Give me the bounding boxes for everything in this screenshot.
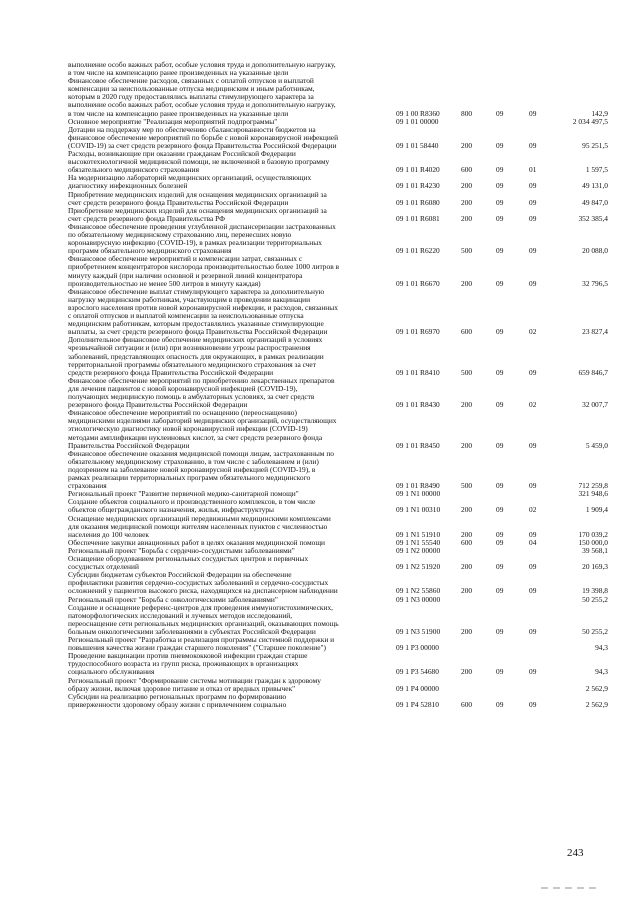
amount-cell: 49 131,0 bbox=[582, 181, 608, 191]
description-line: Региональный проект "Борьба с онкологическими заболеваниями" bbox=[68, 594, 278, 604]
row-description bbox=[68, 555, 390, 571]
description-line: Региональный проект "Развитие первичной медико-санитарной помощи" bbox=[68, 489, 299, 499]
table-row bbox=[0, 207, 639, 223]
row-description bbox=[68, 191, 390, 207]
description-line: повышения качества жизни граждан старшего поколения" ("Старшее поколение") bbox=[68, 643, 326, 653]
row-description bbox=[68, 61, 390, 77]
description-line: по обязательному медицинскому страхованию лиц, перенесших новую bbox=[68, 230, 292, 240]
section-cell: 09 bbox=[496, 327, 504, 337]
expense-type-cell: 200 bbox=[461, 440, 473, 450]
code-cell: 09 1 N1 00000 bbox=[396, 489, 441, 499]
description-line: методами амплификации нуклеиновых кислот, за счет средств резервного фонда bbox=[68, 432, 323, 442]
table-row bbox=[0, 515, 639, 539]
code-cell: 09 1 N1 51910 bbox=[396, 529, 441, 539]
code-cell: 09 1 01 R8430 bbox=[396, 400, 440, 410]
amount-cell: 94,3 bbox=[595, 667, 608, 677]
expense-type-cell: 500 bbox=[461, 367, 473, 377]
row-description bbox=[68, 571, 390, 595]
code-cell: 09 1 P4 00000 bbox=[396, 683, 439, 693]
table-row bbox=[0, 571, 639, 595]
table-row bbox=[0, 450, 639, 491]
subsection-cell: 09 bbox=[529, 667, 537, 677]
description-line: Финансовое обеспечение мероприятий и компенсации затрат, связанных с bbox=[68, 254, 303, 264]
description-line: медицинскими изделиями лабораторий медицинских организаций, осуществляющих bbox=[68, 416, 337, 426]
section-cell: 09 bbox=[496, 529, 504, 539]
code-cell: 09 1 N2 00000 bbox=[396, 546, 441, 555]
description-line: профилактики развития сердечно-сосудистых заболеваний и сердечно-сосудистых bbox=[68, 578, 329, 588]
section-cell: 09 bbox=[496, 108, 504, 118]
expense-type-cell: 200 bbox=[461, 400, 473, 410]
description-line: коронавирусную инфекцию (COVID-19), в рамках реализации территориальных bbox=[68, 238, 322, 248]
amount-cell: 50 255,2 bbox=[582, 626, 608, 636]
section-cell: 09 bbox=[496, 400, 504, 410]
description-line: выплаты, за счет средств резервного фонда Правительства Российской Федерации bbox=[68, 327, 328, 337]
subsection-cell: 04 bbox=[529, 537, 537, 547]
description-line: финансовое обеспечение мероприятий по борьбе с новой коронавирусной инфекцией bbox=[68, 132, 339, 142]
amount-cell: 712 259,8 bbox=[578, 481, 608, 491]
amount-cell: 150 000,0 bbox=[578, 537, 608, 547]
description-line: Приобретение медицинских изделий для оснащения медицинских организаций за bbox=[68, 205, 327, 215]
amount-cell: 5 459,0 bbox=[585, 440, 608, 450]
description-line: счет средств резервного фонда Правительства РФ bbox=[68, 213, 225, 223]
section-cell: 09 bbox=[496, 667, 504, 677]
description-line: взрослого населения против новой коронавирусной инфекции, и расходов, связанных bbox=[68, 302, 338, 312]
code-cell: 09 1 01 R6670 bbox=[396, 278, 440, 288]
code-cell: 09 1 01 R6970 bbox=[396, 327, 440, 337]
description-line: рамках реализации территориальных программ обязательного медицинского bbox=[68, 473, 311, 483]
expense-type-cell: 200 bbox=[461, 667, 473, 677]
description-line: Основное мероприятие "Реализация мероприятий подпрограммы" bbox=[68, 116, 278, 126]
table-row bbox=[0, 61, 639, 77]
description-line: территориальной программы обязательного медицинского страхования за счет bbox=[68, 359, 316, 369]
description-line: страхования bbox=[68, 481, 107, 491]
description-line: Субсидии бюджетам субъектов Российской Федерации на обеспечение bbox=[68, 570, 292, 580]
code-cell: 09 1 01 R4020 bbox=[396, 165, 440, 175]
description-line: компенсации за неиспользованные отпуска медицинским и иным работникам, bbox=[68, 84, 315, 94]
row-description bbox=[68, 77, 390, 117]
description-line: сосудистых отделений bbox=[68, 562, 139, 572]
section-cell: 09 bbox=[496, 505, 504, 515]
code-cell: 09 1 N2 55860 bbox=[396, 586, 441, 596]
amount-cell: 2 562,9 bbox=[585, 683, 608, 693]
description-line: объектов общегражданского назначения, жилья, инфраструктуры bbox=[68, 505, 275, 515]
code-cell: 09 1 01 R8450 bbox=[396, 440, 440, 450]
code-cell: 09 1 N1 55540 bbox=[396, 537, 441, 547]
subsection-cell: 09 bbox=[529, 213, 537, 223]
table-row bbox=[0, 191, 639, 207]
section-cell: 09 bbox=[496, 562, 504, 572]
subsection-cell: 09 bbox=[529, 246, 537, 256]
description-line: Финансовое обеспечение мероприятий по оснащению (переоснащению) bbox=[68, 408, 297, 418]
section-cell: 09 bbox=[496, 440, 504, 450]
description-line: Финансовое обеспечение выплат стимулирующего характера за дополнительную bbox=[68, 286, 325, 296]
code-cell: 09 1 01 R6220 bbox=[396, 246, 440, 256]
description-line: в том числе на компенсацию ранее произведенных на указанные цели bbox=[68, 68, 289, 78]
subsection-cell: 09 bbox=[529, 197, 537, 207]
row-description bbox=[68, 450, 390, 490]
amount-cell: 170 039,2 bbox=[578, 529, 608, 539]
expense-type-cell: 200 bbox=[461, 626, 473, 636]
code-cell: 09 1 01 R8490 bbox=[396, 481, 440, 491]
amount-cell: 1 597,5 bbox=[585, 165, 608, 175]
description-line: Региональный проект "Борьба с сердечно-сосудистыми заболеваниями" bbox=[68, 546, 295, 555]
subsection-cell: 09 bbox=[529, 367, 537, 377]
expense-type-cell: 200 bbox=[461, 562, 473, 572]
section-cell: 09 bbox=[496, 181, 504, 191]
subsection-cell: 02 bbox=[529, 505, 537, 515]
description-line: Финансовое обеспечение мероприятий по приобретению лекарственных препаратов bbox=[68, 375, 335, 385]
description-line: Приобретение медицинских изделий для оснащения медицинских организаций за bbox=[68, 189, 327, 199]
description-line: резервного фонда Правительства Российской Федерации bbox=[68, 400, 248, 410]
code-cell: 09 1 01 R6081 bbox=[396, 213, 440, 223]
description-line: выполнение особо важных работ, особые условия труда и дополнительную нагрузку, bbox=[68, 100, 336, 110]
row-description bbox=[68, 677, 390, 693]
table-row bbox=[0, 604, 639, 636]
section-cell: 09 bbox=[496, 537, 504, 547]
description-line: Оснащение оборудованием региональных сосудистых центров и первичных bbox=[68, 554, 309, 564]
description-line: трудоспособного возраста из групп риска, проживающих в организациях bbox=[68, 659, 299, 669]
table-row bbox=[0, 498, 639, 514]
code-cell: 09 1 N2 51920 bbox=[396, 562, 441, 572]
amount-cell: 32 796,5 bbox=[582, 278, 608, 288]
table-row bbox=[0, 409, 639, 450]
code-cell: 09 1 P4 52810 bbox=[396, 699, 439, 709]
subsection-cell: 02 bbox=[529, 327, 537, 337]
table-row bbox=[0, 636, 639, 652]
description-line: этиологическую диагностику новой коронавирусной инфекции (COVID-19) bbox=[68, 424, 308, 434]
row-description bbox=[68, 223, 390, 255]
code-cell: 09 1 N3 51900 bbox=[396, 626, 441, 636]
description-line: Субсидии на реализацию региональных программ по формированию bbox=[68, 691, 287, 701]
description-line: подозрением на заболевание новой коронавирусной инфекцией (COVID-19), в bbox=[68, 464, 316, 474]
section-cell: 09 bbox=[496, 140, 504, 150]
description-line: Оснащение медицинских организаций передвижными медицинскими комплексами bbox=[68, 513, 331, 523]
expense-type-cell: 200 bbox=[461, 505, 473, 515]
amount-cell: 39 568,1 bbox=[582, 546, 608, 555]
description-line: производительностью не менее 500 литров в минуту каждая) bbox=[68, 278, 261, 288]
expense-type-cell: 600 bbox=[461, 327, 473, 337]
amount-cell: 95 251,5 bbox=[582, 140, 608, 150]
code-cell: 09 1 01 R6080 bbox=[396, 197, 440, 207]
amount-cell: 142,9 bbox=[591, 108, 608, 118]
amount-cell: 1 909,4 bbox=[585, 505, 608, 515]
subsection-cell: 09 bbox=[529, 278, 537, 288]
amount-cell: 352 385,4 bbox=[578, 213, 608, 223]
row-description bbox=[68, 409, 390, 449]
description-line: счет средств резервного фонда Правительства Российской Федерации bbox=[68, 197, 289, 207]
description-line: Региональный проект "Разработка и реализация программы системной поддержки и bbox=[68, 635, 335, 645]
page-number: 243 bbox=[567, 847, 584, 859]
section-cell: 09 bbox=[496, 246, 504, 256]
expense-type-cell: 500 bbox=[461, 246, 473, 256]
code-cell: 09 1 01 58440 bbox=[396, 140, 439, 150]
description-line: нагрузку медицинским работникам, участвующим в проведении вакцинации bbox=[68, 294, 311, 304]
section-cell: 09 bbox=[496, 197, 504, 207]
table-row bbox=[0, 377, 639, 409]
amount-cell: 20 088,0 bbox=[582, 246, 608, 256]
description-line: патоморфологических исследований и лучевых методов исследований, bbox=[68, 610, 293, 620]
description-line: Финансовое обеспечение оказания медицинской помощи лицам, застрахованным по bbox=[68, 448, 334, 458]
row-description bbox=[68, 377, 390, 409]
expense-type-cell: 600 bbox=[461, 165, 473, 175]
description-line: Обеспечение закупки авиационных работ в целях оказания медицинской помощи bbox=[68, 537, 325, 547]
amount-cell: 49 847,0 bbox=[582, 197, 608, 207]
description-line: Дотации на поддержку мер по обеспечению сбалансированности бюджетов на bbox=[68, 124, 316, 134]
subsection-cell: 09 bbox=[529, 440, 537, 450]
description-line: приобретением концентраторов кислорода производительностью более 1000 литров в bbox=[68, 262, 340, 272]
description-line: в том числе на компенсацию ранее произведенных на указанные цели bbox=[68, 108, 289, 118]
row-description bbox=[68, 498, 390, 514]
scan-artifact bbox=[541, 887, 548, 889]
row-description bbox=[68, 515, 390, 539]
description-line: обязательного медицинского страхования bbox=[68, 165, 199, 175]
section-cell: 09 bbox=[496, 165, 504, 175]
subsection-cell: 02 bbox=[529, 400, 537, 410]
description-line: медицинским работникам, которым предоставлялись указанные стимулирующие bbox=[68, 319, 324, 329]
description-line: Правительства Российской Федерации bbox=[68, 440, 190, 450]
description-line: социального обслуживания bbox=[68, 667, 155, 677]
description-line: высокотехнологичной медицинской помощи, не включенной в базовую программу bbox=[68, 157, 330, 167]
table-row bbox=[0, 150, 639, 174]
description-line: средств резервного фонда Правительства Российской Федерации bbox=[68, 367, 274, 377]
section-cell: 09 bbox=[496, 213, 504, 223]
row-description bbox=[68, 207, 390, 223]
description-line: минуту каждый (при наличии основной и резервной линий концентратора bbox=[68, 270, 303, 280]
description-line: диагностику инфекционных болезней bbox=[68, 181, 188, 191]
expense-type-cell: 200 bbox=[461, 213, 473, 223]
description-line: для оказания медицинской помощи жителям населенных пунктов с численностью bbox=[68, 521, 328, 531]
expense-type-cell: 500 bbox=[461, 481, 473, 491]
description-line: Региональный проект "Формирование системы мотивации граждан к здоровому bbox=[68, 675, 321, 685]
expense-type-cell: 200 bbox=[461, 140, 473, 150]
code-cell: 09 1 01 R4230 bbox=[396, 181, 440, 191]
scan-artifact bbox=[565, 887, 572, 889]
row-description bbox=[68, 126, 390, 150]
row-description bbox=[68, 636, 390, 652]
row-description bbox=[68, 604, 390, 636]
expense-type-cell: 600 bbox=[461, 537, 473, 547]
scan-artifact bbox=[553, 887, 560, 889]
subsection-cell: 09 bbox=[529, 529, 537, 539]
description-line: которым в 2020 году предоставлялись выплаты стимулирующего характера за bbox=[68, 92, 314, 102]
subsection-cell: 01 bbox=[529, 165, 537, 175]
scan-artifact bbox=[577, 887, 584, 889]
amount-cell: 94,3 bbox=[595, 643, 608, 653]
amount-cell: 19 398,8 bbox=[582, 586, 608, 596]
section-cell: 09 bbox=[496, 626, 504, 636]
description-line: Проведение вакцинации против пневмококковой инфекции граждан старше bbox=[68, 651, 308, 661]
section-cell: 09 bbox=[496, 481, 504, 491]
description-line: Создание и оснащение референс-центров для проведения иммуногистохимических, bbox=[68, 602, 334, 612]
table-row bbox=[0, 255, 639, 287]
table-row bbox=[0, 288, 639, 337]
table-row bbox=[0, 223, 639, 255]
description-line: образу жизни, включая здоровое питание и отказ от вредных привычек" bbox=[68, 683, 296, 693]
table-row bbox=[0, 126, 639, 150]
row-description bbox=[68, 693, 390, 709]
description-line: больным онкологическими заболеваниями в субъектах Российской Федерации bbox=[68, 626, 316, 636]
amount-cell: 20 169,3 bbox=[582, 562, 608, 572]
description-line: обязательному медицинскому страхованию, в том числе с заболеванием и (или) bbox=[68, 456, 319, 466]
expense-type-cell: 200 bbox=[461, 586, 473, 596]
expense-type-cell: 200 bbox=[461, 181, 473, 191]
subsection-cell: 09 bbox=[529, 626, 537, 636]
subsection-cell: 09 bbox=[529, 181, 537, 191]
amount-cell: 50 255,2 bbox=[582, 594, 608, 604]
subsection-cell: 09 bbox=[529, 108, 537, 118]
amount-cell: 32 007,7 bbox=[582, 400, 608, 410]
code-cell: 09 1 00 R8360 bbox=[396, 108, 440, 118]
table-row bbox=[0, 336, 639, 377]
section-cell: 09 bbox=[496, 699, 504, 709]
description-line: (COVID-19) за счет средств резервного фонда Правительства Российской Федерации bbox=[68, 140, 337, 150]
row-description bbox=[68, 150, 390, 174]
amount-cell: 321 948,6 bbox=[578, 489, 608, 499]
description-line: Финансовое обеспечение расходов, связанных с оплатой отпусков и выплатой bbox=[68, 76, 314, 86]
table-row bbox=[0, 174, 639, 190]
description-line: программ обязательного медицинского страхования bbox=[68, 246, 232, 256]
section-cell: 09 bbox=[496, 278, 504, 288]
row-description bbox=[68, 652, 390, 676]
code-cell: 09 1 01 00000 bbox=[396, 116, 439, 126]
table-row bbox=[0, 693, 639, 709]
table-row bbox=[0, 677, 639, 693]
description-line: с оплатой отпусков и выплатой компенсации за неиспользованные отпуска bbox=[68, 311, 304, 321]
subsection-cell: 09 bbox=[529, 562, 537, 572]
description-line: осложнений у пациентов высокого риска, находящихся на диспансерном наблюдении bbox=[68, 586, 338, 596]
subsection-cell: 09 bbox=[529, 481, 537, 491]
amount-cell: 2 034 497,5 bbox=[572, 116, 608, 126]
description-line: Расходы, возникающие при оказании гражданам Российской Федерации bbox=[68, 149, 296, 159]
row-description bbox=[68, 255, 390, 287]
row-description bbox=[68, 288, 390, 337]
expense-type-cell: 800 bbox=[461, 108, 473, 118]
row-description bbox=[68, 336, 390, 376]
expense-type-cell: 600 bbox=[461, 699, 473, 709]
description-line: Создание объектов социального и производственного комплексов, в том числе bbox=[68, 497, 316, 507]
description-line: получающих медицинскую помощь в амбулаторных условиях, за счет средств bbox=[68, 392, 315, 402]
description-line: Дополнительное финансовое обеспечение медицинских организаций в условиях bbox=[68, 335, 323, 345]
section-cell: 09 bbox=[496, 367, 504, 377]
description-line: чрезвычайной ситуации и (или) при возникновении угрозы распространения bbox=[68, 343, 311, 353]
subsection-cell: 09 bbox=[529, 699, 537, 709]
amount-cell: 23 827,4 bbox=[582, 327, 608, 337]
code-cell: 09 1 N1 00310 bbox=[396, 505, 441, 515]
description-line: для лечения пациентов с новой коронавирусной инфекцией (COVID-19), bbox=[68, 383, 298, 393]
code-cell: 09 1 01 R8410 bbox=[396, 367, 440, 377]
code-cell: 09 1 N3 00000 bbox=[396, 594, 441, 604]
description-line: переоснащение сети региональных медицинских организаций, оказывающих помощь bbox=[68, 618, 339, 628]
code-cell: 09 1 P3 00000 bbox=[396, 643, 439, 653]
table-row bbox=[0, 77, 639, 118]
subsection-cell: 09 bbox=[529, 140, 537, 150]
description-line: выполнение особо важных работ, особые условия труда и дополнительную нагрузку, bbox=[68, 60, 336, 69]
section-cell: 09 bbox=[496, 586, 504, 596]
expense-type-cell: 200 bbox=[461, 529, 473, 539]
scan-artifact bbox=[589, 887, 596, 889]
amount-cell: 659 846,7 bbox=[578, 367, 608, 377]
description-line: заболеваний, представляющих опасность для окружающих, в рамках реализации bbox=[68, 351, 324, 361]
description-line: На модернизацию лабораторий медицинских организаций, осуществляющих bbox=[68, 173, 312, 183]
table-row bbox=[0, 652, 639, 676]
amount-cell: 2 562,9 bbox=[585, 699, 608, 709]
expense-type-cell: 200 bbox=[461, 197, 473, 207]
description-line: приверженности здоровому образу жизни с привлечением социально bbox=[68, 699, 287, 709]
row-description bbox=[68, 174, 390, 190]
description-line: Финансовое обеспечение проведения углубленной диспансеризации застрахованных bbox=[68, 222, 336, 231]
description-line: населения до 100 человек bbox=[68, 529, 149, 539]
subsection-cell: 09 bbox=[529, 586, 537, 596]
table-row bbox=[0, 555, 639, 571]
expense-type-cell: 200 bbox=[461, 278, 473, 288]
code-cell: 09 1 P3 54680 bbox=[396, 667, 439, 677]
